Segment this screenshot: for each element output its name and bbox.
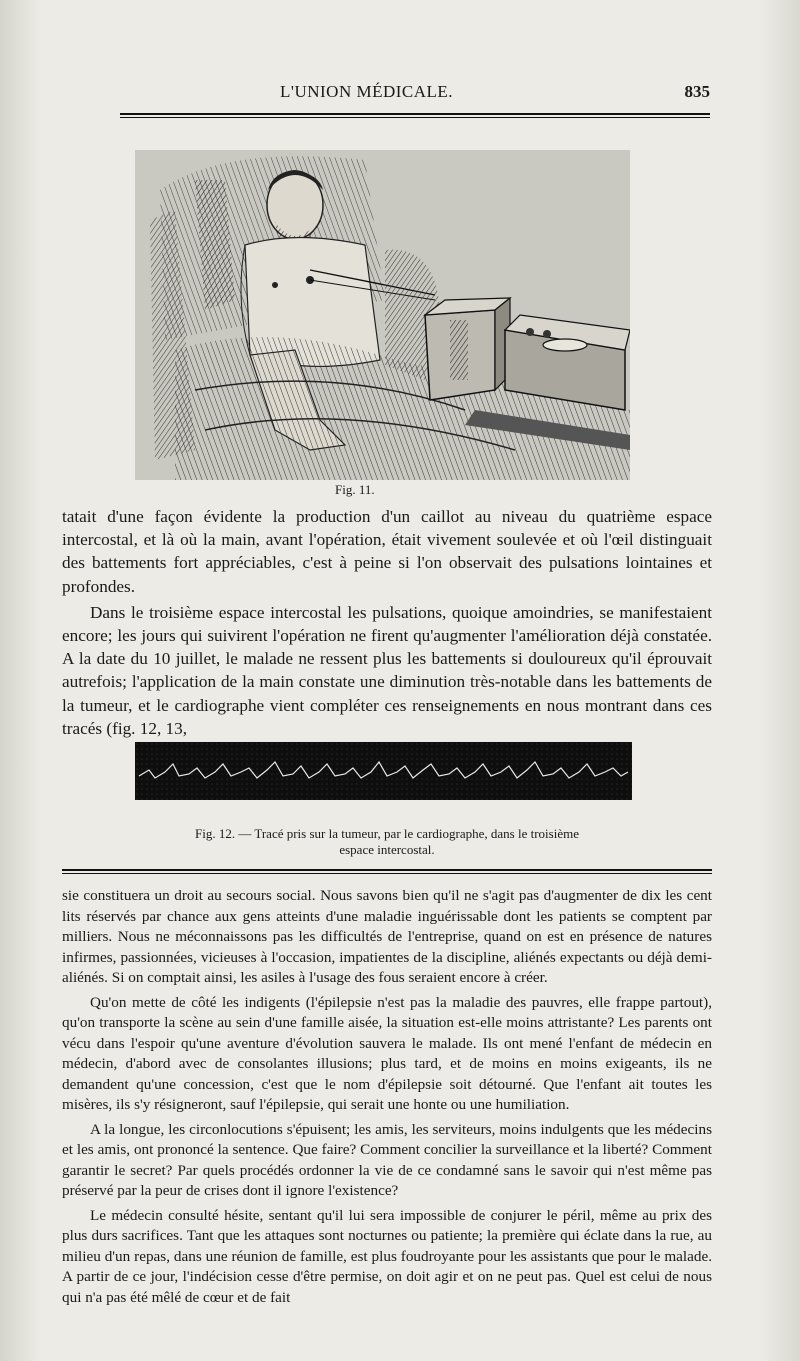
figure-11 <box>135 150 630 500</box>
lower-paragraph-2: Qu'on mette de côté les indigents (l'épilepsie n'est pas la maladie des pauvres, elle frappe partout), qu'on transporte la scène au sein d'une famille aisée, la situation est-elle moins attristante? Les parents ont vécu dans l'espoir qu'une aventure d'évolution sauvera le malade. Ils ont mené l'enfant de médecin en médecin, d'abord avec de consolantes illusions; plus tard, et de moins en moins exigeants, ils ne demandent qu'une concession, c'est que le nom d'épilepsie soit détourné. Que l'enfant ait toutes les misères, ils s'y résigneront, sauf l'épilepsie, qui serait une honte ou une humiliation. <box>62 993 712 1113</box>
lower-paragraph-4: Le médecin consulté hésite, sentant qu'il lui sera impossible de conjurer le péril, même au prix des plus durs sacrifices. Tant que les attaques sont nocturnes ou patiente; la première qui éclate dans la rue, au milieu d'un repas, dans une réunion de famille, est plus foudroyante pour les assistants que pour le malade. A partir de ce jour, l'indécision cesse d'être permise, on doit agir et on ne peut pas. Quel est celui de nous qui n'a pas été mêlé de cœur et de fait <box>62 1206 712 1306</box>
journal-title: L'UNION MÉDICALE. <box>280 82 454 101</box>
running-head <box>120 80 710 108</box>
cardiograph-trace <box>135 742 632 800</box>
page-number: 835 <box>684 82 710 101</box>
patient-engraving-illustration <box>135 150 630 480</box>
lower-body-text <box>62 886 712 1308</box>
figure-11-caption: Fig. 11. <box>335 482 375 497</box>
lower-paragraph-3: A la longue, les circonlocutions s'épuisent; les amis, les serviteurs, moins indulgents que les médecins et les amis, ont prononcé la sentence. Que faire? Comment concilier la surveillance et la liberté? Comment garantir le secret? Par quels procédés ordonner la vie de ce condamné sans le savoir qui n'est même pas préservé par la peur de crises dont il ignore l'existence? <box>62 1120 712 1199</box>
figure-12-caption-line-2: espace intercostal. <box>339 842 435 857</box>
figure-12-trace <box>135 742 632 800</box>
figure-12-caption-line-1: Fig. 12. — Tracé pris sur la tumeur, par le cardiographe, dans le troisième <box>195 826 579 841</box>
section-rule <box>62 869 712 874</box>
upper-body-text <box>62 505 712 740</box>
figure-12-caption <box>122 826 652 858</box>
left-page-shadow <box>0 0 40 1361</box>
upper-paragraph-2: Dans le troisième espace intercostal les pulsations, quoique amoindries, se manifestaient encore; les jours qui suivirent l'opération ne firent qu'augmenter l'amélioration déjà constatée. A la date du 10 juillet, le malade ne ressent plus les battements si douloureux qu'il éprouvait autrefois; l'application de la main constate une diminution très-notable dans les battements de la tumeur, et le cardiographe vient compléter ces renseignements en nous montrant dans ces tracés (fig. 12, 13, <box>62 602 712 738</box>
header-rule <box>120 113 710 118</box>
right-page-shadow <box>760 0 800 1361</box>
upper-paragraph-1: tatait d'une façon évidente la production d'un caillot au niveau du quatrième espace intercostal, et là où la main, avant l'opération, était vivement soulevée et où l'œil distinguait des battements fort appréciables, c'est à peine si l'on observait des pulsations lointaines et profondes. <box>62 507 712 596</box>
lower-paragraph-1: sie constituera un droit au secours social. Nous savons bien qu'il ne s'agit pas d'augmenter de dix les cent lits réservés par chance aux gens atteints d'une maladie inguérissable dont les patients se comptent par milliers. Nous ne méconnaissons pas les difficultés de l'entreprise, quand on est en présence de natures infirmes, passionnées, vicieuses à l'occasion, impatientes de la discipline, aliénés expectants ou déjà demi-aliénés. Si on comptait ainsi, les asiles à l'usage des fous seraient encore à créer. <box>62 887 712 986</box>
